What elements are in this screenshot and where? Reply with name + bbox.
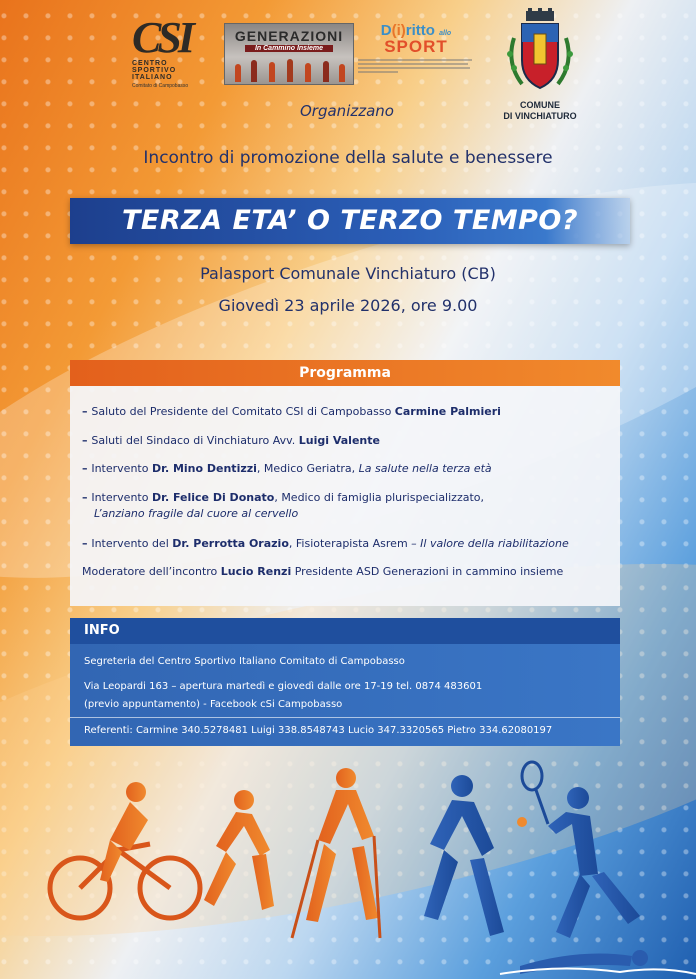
programma-item-role: , Medico di famiglia plurispecializzato, (274, 491, 484, 504)
programma-item: – Intervento del Dr. Perrotta Orazio, Fisioterapista Asrem – Il valore della riabilitazione (82, 537, 569, 550)
programma-item-text: Intervento del (91, 537, 173, 550)
programma-item-name: Carmine Palmieri (394, 405, 501, 418)
csi-logo-line1: CENTRO (132, 60, 168, 67)
programma-item-name: Dr. Mino Dentizzi (151, 462, 257, 475)
programma-item-name: Dr. Felice Di Donato (151, 491, 275, 504)
event-date: Giovedì 23 aprile 2026, ore 9.00 (218, 296, 478, 315)
programma-item: – Saluti del Sindaco di Vinchiaturo Avv. Luigi Valente (82, 434, 380, 447)
programma-moderator (82, 564, 612, 579)
moderator-text: Moderatore dell’incontro (82, 565, 221, 578)
csi-logo-line4: Comitato di Campobasso (132, 83, 189, 89)
info-referents: Referenti: Carmine 340.5278481 Luigi 338.8548743 Lucio 347.3320565 Pietro 334.62080197 (84, 725, 553, 736)
generazioni-figure (305, 63, 311, 82)
programma-item-text: Saluto del Presidente del Comitato CSI di Campobasso (91, 405, 395, 418)
info-line: Segreteria del Centro Sportivo Italiano Comitato di Campobasso (84, 656, 405, 667)
organizzano-label: Organizzano (300, 102, 394, 120)
programma-item-role: , Fisioterapista Asrem (288, 537, 412, 550)
programma-item-topic: – Il valore della riabilitazione (411, 537, 569, 550)
programma-box (70, 386, 620, 606)
info-line: Via Leopardi 163 – apertura martedì e giovedì dalle ore 17-19 tel. 0874 483601 (84, 681, 483, 692)
info-header (70, 618, 620, 644)
info-title: INFO (84, 623, 120, 638)
generazioni-logo-subtitle: In Cammino Insieme (245, 45, 333, 52)
diritto-logo-sport: SPORT (384, 37, 448, 56)
sports-illustration (0, 760, 696, 979)
programma-item-topic: La salute nella terza età (358, 462, 492, 475)
moderator-name: Lucio Renzi (220, 565, 292, 578)
cyclist-icon (50, 782, 200, 918)
csi-logo (132, 13, 194, 92)
info-box (70, 644, 620, 746)
event-title: TERZA ETA’ O TERZO TEMPO? (121, 205, 579, 236)
programma-item-continuation (94, 506, 624, 521)
generazioni-figure (287, 59, 293, 82)
tennis-player-icon (517, 762, 640, 938)
programma-item-role: , Medico Geriatra, (256, 462, 359, 475)
swimmer-icon (500, 950, 696, 974)
divider (70, 717, 620, 718)
csi-logo-line2: SPORTIVO (132, 67, 177, 74)
diritto-allo-sport-logo (358, 22, 474, 92)
csi-logo-mark: CSI (132, 13, 191, 62)
programma-item-text: Intervento (91, 491, 152, 504)
runner-icon (424, 775, 504, 936)
programma-item: – Saluto del Presidente del Comitato CSI di Campobasso Carmine Palmieri (82, 405, 501, 418)
programma-item-name: Luigi Valente (298, 434, 380, 447)
generazioni-logo-title: GENERAZIONI (234, 28, 344, 44)
comune-di-vinchiaturo-logo (500, 8, 580, 126)
event-subtitle: Incontro di promozione della salute e benessere (143, 148, 553, 168)
event-venue: Palasport Comunale Vinchiaturo (CB) (200, 264, 496, 283)
csi-logo-line3: ITALIANO (132, 74, 173, 81)
comune-label-line2: DI VINCHIATURO (503, 111, 577, 121)
programma-item-text: Intervento (91, 462, 152, 475)
info-line: (previo appuntamento) - Facebook cSi Campobasso (84, 699, 343, 710)
nordic-walker-icon (292, 768, 380, 938)
comune-label-line1: COMUNE (520, 100, 560, 110)
generazioni-figure (323, 61, 329, 82)
programma-item: – Intervento Dr. Felice Di Donato, Medico di famiglia plurispecializzato, (82, 491, 484, 504)
title-band (70, 198, 630, 244)
coat-of-arms-icon (500, 8, 580, 96)
diritto-logo-i: (i) (391, 22, 406, 39)
diritto-logo-ritto: ritto (405, 22, 435, 39)
runner-icon (204, 790, 274, 910)
programma-item-topic: L’anziano fragile dal cuore al cervello (94, 507, 299, 520)
diritto-logo-d: D (380, 22, 392, 39)
generazioni-figure (251, 60, 257, 82)
diritto-logo-allo: allo (439, 30, 452, 37)
generazioni-figure (235, 64, 241, 82)
generazioni-logo (224, 23, 354, 85)
programma-item: – Intervento Dr. Mino Dentizzi, Medico Geriatra, La salute nella terza età (82, 462, 492, 475)
programma-item-name: Dr. Perrotta Orazio (172, 537, 289, 550)
moderator-role: Presidente ASD Generazioni in cammino insieme (291, 565, 564, 578)
programma-title: Programma (299, 365, 391, 381)
programma-item-text: Saluti del Sindaco di Vinchiaturo Avv. (91, 434, 299, 447)
programma-header (70, 360, 620, 386)
generazioni-figure (339, 64, 345, 82)
diritto-logo-fineprint (358, 57, 474, 75)
generazioni-figure (269, 62, 275, 82)
